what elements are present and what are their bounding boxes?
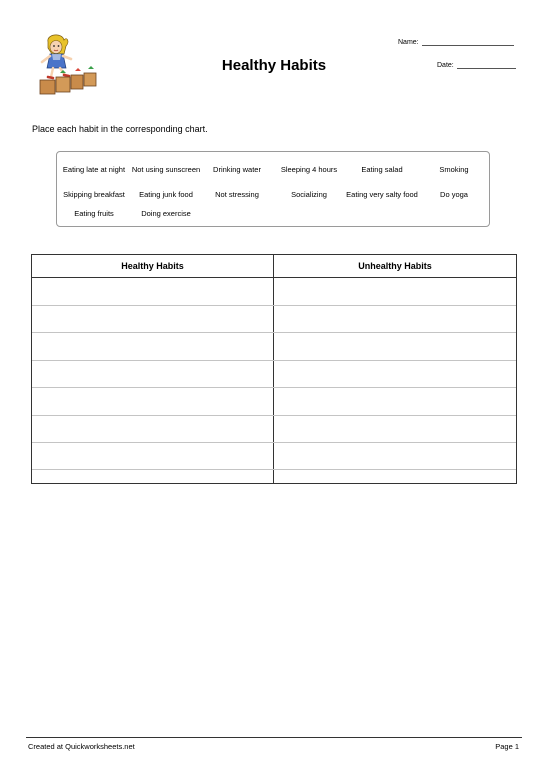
- date-label: Date:: [437, 62, 454, 69]
- healthy-habits-header: Healthy Habits: [121, 261, 184, 271]
- word-bank-item[interactable]: Do yoga: [440, 190, 468, 199]
- word-bank-item[interactable]: Smoking: [439, 165, 469, 174]
- name-blank[interactable]: [422, 38, 514, 46]
- instructions: Place each habit in the corresponding chart.: [32, 124, 208, 134]
- unhealthy-habits-header: Unhealthy Habits: [358, 261, 432, 271]
- word-bank-item[interactable]: Eating late at night: [62, 165, 126, 174]
- table-row-line: [32, 469, 516, 470]
- word-bank-item[interactable]: Sleeping 4 hours: [280, 165, 338, 174]
- word-bank-item[interactable]: Doing exercise: [141, 209, 191, 218]
- word-bank-item[interactable]: Not using sunscreen: [131, 165, 201, 174]
- word-bank-item[interactable]: Not stressing: [215, 190, 259, 199]
- habits-table: [31, 254, 517, 484]
- header-divider: [32, 277, 516, 278]
- table-row-line: [32, 415, 516, 416]
- page-title: Healthy Habits: [221, 57, 327, 74]
- name-field[interactable]: [398, 38, 514, 46]
- name-label: Name:: [398, 39, 419, 46]
- column-divider: [273, 255, 274, 483]
- footer-divider: [26, 737, 522, 738]
- table-row-line: [32, 305, 516, 306]
- table-row-line: [32, 332, 516, 333]
- word-bank-item[interactable]: Socializing: [291, 190, 327, 199]
- word-bank-item[interactable]: Eating very salty food: [346, 190, 418, 199]
- word-bank-item[interactable]: Drinking water: [213, 165, 261, 174]
- word-bank: [56, 151, 490, 227]
- footer-credit: Created at Quickworksheets.net: [28, 742, 135, 751]
- word-bank-item[interactable]: Eating salad: [361, 165, 403, 174]
- word-bank-item[interactable]: Eating junk food: [139, 190, 193, 199]
- page-number: Page 1: [495, 742, 519, 751]
- word-bank-item[interactable]: Eating fruits: [74, 209, 114, 218]
- table-row-line: [32, 360, 516, 361]
- word-bank-item[interactable]: Skipping breakfast: [63, 190, 125, 199]
- table-row-line: [32, 442, 516, 443]
- table-row-line: [32, 387, 516, 388]
